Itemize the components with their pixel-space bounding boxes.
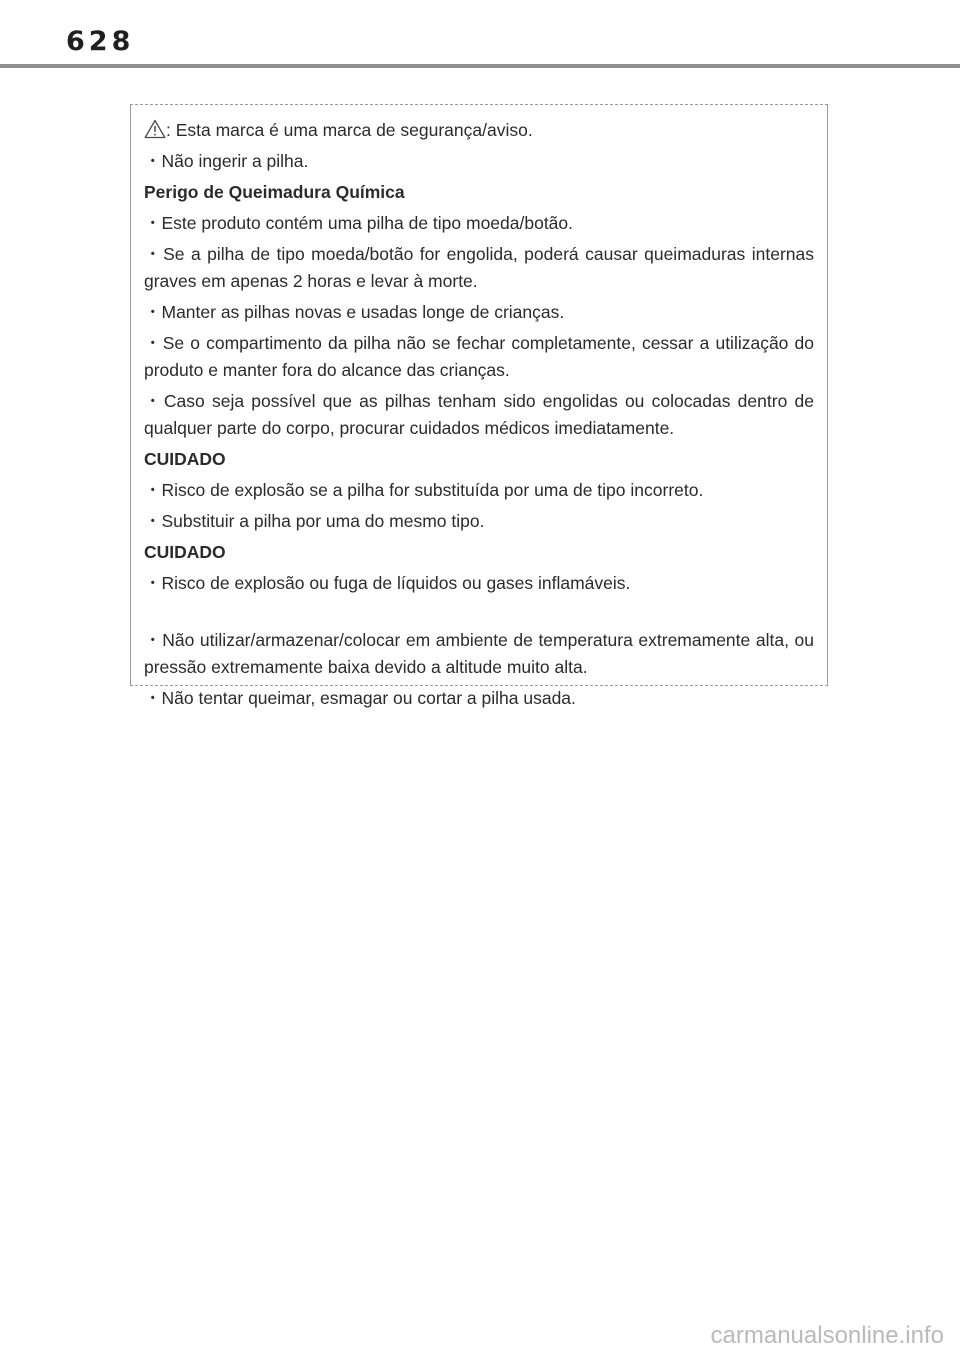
battery-safety-notice	[130, 104, 828, 708]
notice-heading-caution: CUIDADO	[144, 542, 226, 562]
warning-mark-line	[144, 117, 814, 144]
notice-line: ・Não ingerir a pilha.	[144, 151, 309, 171]
footer-watermark: carmanualsonline.info	[710, 1322, 944, 1349]
notice-item: ・Não utilizar/armazenar/colocar em ambiente de temperatura extremamente alta, ou pressão extremamente baixa devido a altitude muito alta.	[144, 630, 814, 677]
header-rule	[0, 64, 960, 68]
notice-item: ・Este produto contém uma pilha de tipo moeda/botão.	[144, 213, 574, 233]
notice-item: ・Risco de explosão ou fuga de líquidos ou gases inflamáveis.	[144, 573, 631, 593]
notice-item: ・Não tentar queimar, esmagar ou cortar a pilha usada.	[144, 688, 576, 708]
notice-heading-caution: CUIDADO	[144, 449, 226, 469]
notice-spacer	[144, 601, 814, 627]
notice-item: ・Se o compartimento da pilha não se fechar completamente, cessar a utilização do produto e manter fora do alcance das crianças.	[144, 333, 814, 380]
notice-item: ・Manter as pilhas novas e usadas longe de crianças.	[144, 302, 565, 322]
notice-item: ・Substituir a pilha por uma do mesmo tipo.	[144, 511, 485, 531]
warning-mark-text: : Esta marca é uma marca de segurança/aviso.	[166, 120, 533, 140]
notice-item: ・Risco de explosão se a pilha for substituída por uma de tipo incorreto.	[144, 480, 704, 500]
warning-triangle-icon	[144, 119, 166, 139]
notice-heading-chemical-burn: Perigo de Queimadura Química	[144, 182, 405, 202]
notice-item: ・Caso seja possível que as pilhas tenham sido engolidas ou colocadas dentro de qualquer parte do corpo, procurar cuidados médicos imediatamente.	[144, 391, 814, 438]
notice-text	[144, 117, 814, 716]
notice-item: ・Se a pilha de tipo moeda/botão for engolida, poderá causar queimaduras internas graves em apenas 2 horas e levar à morte.	[144, 244, 814, 291]
page-number: 628	[66, 26, 135, 57]
